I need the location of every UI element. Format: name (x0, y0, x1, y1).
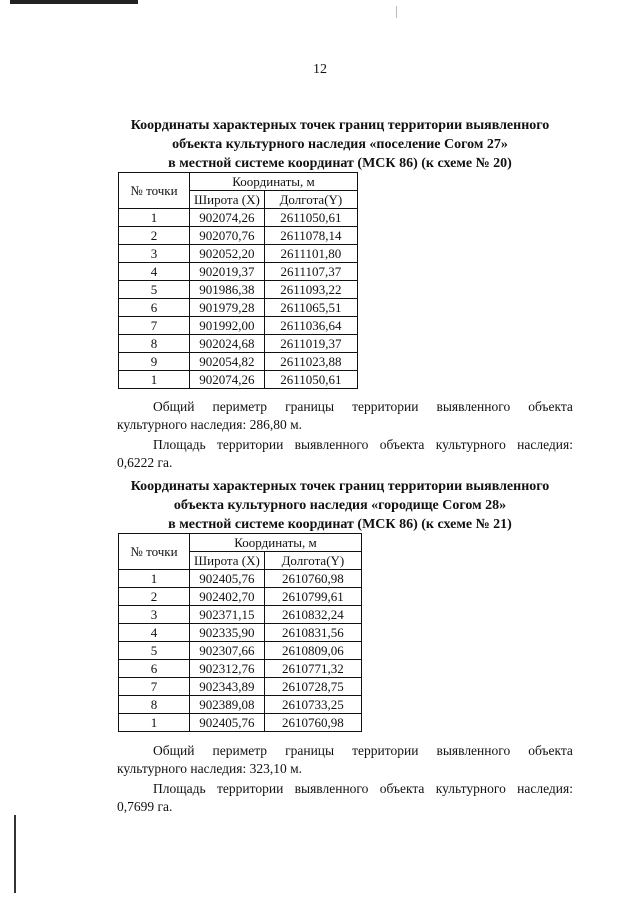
table-row (119, 642, 362, 660)
table-row (119, 714, 362, 732)
longitude-cell: 2611019,37 (264, 335, 357, 353)
longitude-cell: 2610831,56 (264, 624, 361, 642)
title-line: в местной системе координат (МСК 86) (к схеме № 20) (168, 156, 512, 171)
longitude-cell: 2611065,51 (264, 299, 357, 317)
point-number-cell: 1 (119, 371, 190, 389)
table-row (119, 570, 362, 588)
perimeter-paragraph-1 (117, 398, 573, 434)
header-point-number: № точки (119, 173, 190, 209)
table-2-body (119, 570, 362, 732)
latitude-cell: 902074,26 (190, 209, 265, 227)
point-number-cell: 4 (119, 263, 190, 281)
word: границы (285, 399, 335, 414)
word: объекта (379, 437, 425, 452)
point-number-cell: 1 (119, 714, 190, 732)
table-row (119, 263, 358, 281)
header-coordinates: Координаты, м (190, 534, 362, 552)
latitude-cell: 902024,68 (190, 335, 265, 353)
table-row (119, 606, 362, 624)
coordinates-table-1 (118, 172, 358, 389)
latitude-cell: 902054,82 (190, 353, 265, 371)
word: территории (352, 743, 419, 758)
latitude-cell: 902307,66 (190, 642, 265, 660)
word: наследия: (517, 437, 573, 452)
word: территории (352, 399, 419, 414)
word: периметр (212, 743, 268, 758)
latitude-cell: 902335,90 (190, 624, 265, 642)
header-point-number: № точки (119, 534, 190, 570)
word: территории (217, 781, 284, 796)
word: периметр (212, 399, 268, 414)
area-paragraph-1 (117, 436, 573, 472)
latitude-cell: 901986,38 (190, 281, 265, 299)
latitude-cell: 902389,08 (190, 696, 265, 714)
latitude-cell: 901979,28 (190, 299, 265, 317)
header-latitude: Широта (X) (190, 552, 265, 570)
area-continuation: 0,6222 га. (117, 455, 173, 470)
table-row (119, 299, 358, 317)
section-2-title (100, 477, 580, 534)
longitude-cell: 2610771,32 (264, 660, 361, 678)
word: Площадь (153, 781, 206, 796)
longitude-cell: 2610760,98 (264, 714, 361, 732)
longitude-cell: 2610728,75 (264, 678, 361, 696)
scan-mark (396, 6, 397, 18)
perimeter-continuation: культурного наследия: 286,80 м. (117, 417, 303, 432)
longitude-cell: 2611050,61 (264, 209, 357, 227)
word: границы (285, 743, 335, 758)
table-row (119, 624, 362, 642)
table-row (119, 696, 362, 714)
area-line (117, 436, 573, 454)
point-number-cell: 1 (119, 570, 190, 588)
title-line: объекта культурного наследия «поселение Согом 27» (172, 137, 508, 152)
word: наследия: (517, 781, 573, 796)
perimeter-continuation: культурного наследия: 323,10 м. (117, 761, 303, 776)
title-line: объекта культурного наследия «городище Согом 28» (173, 498, 507, 513)
point-number-cell: 5 (119, 642, 190, 660)
title-line: Координаты характерных точек границ территории выявленного (130, 479, 550, 494)
word: выявленного (294, 781, 369, 796)
latitude-cell: 902343,89 (190, 678, 265, 696)
word: объекта (528, 743, 573, 758)
latitude-cell: 902312,76 (190, 660, 265, 678)
header-coordinates: Координаты, м (190, 173, 358, 191)
point-number-cell: 8 (119, 696, 190, 714)
table-row (119, 588, 362, 606)
perimeter-line (117, 398, 573, 416)
word: Площадь (153, 437, 206, 452)
point-number-cell: 9 (119, 353, 190, 371)
point-number-cell: 5 (119, 281, 190, 299)
word: территории (217, 437, 284, 452)
point-number-cell: 8 (119, 335, 190, 353)
header-longitude: Долгота(Y) (264, 552, 361, 570)
page-number: 12 (313, 62, 327, 77)
latitude-cell: 902371,15 (190, 606, 265, 624)
perimeter-line (117, 742, 573, 760)
point-number-cell: 7 (119, 678, 190, 696)
longitude-cell: 2610799,61 (264, 588, 361, 606)
point-number-cell: 3 (119, 606, 190, 624)
table-1-body (119, 209, 358, 389)
header-longitude: Долгота(Y) (264, 191, 357, 209)
word: выявленного (436, 743, 511, 758)
table-row (119, 353, 358, 371)
point-number-cell: 1 (119, 209, 190, 227)
point-number-cell: 3 (119, 245, 190, 263)
table-row (119, 371, 358, 389)
word: выявленного (294, 437, 369, 452)
margin-mark (14, 815, 16, 893)
word: культурного (435, 781, 506, 796)
latitude-cell: 902052,20 (190, 245, 265, 263)
point-number-cell: 6 (119, 299, 190, 317)
word: Общий (153, 743, 195, 758)
title-line: в местной системе координат (МСК 86) (к схеме № 21) (168, 517, 512, 532)
latitude-cell: 902070,76 (190, 227, 265, 245)
header-latitude: Широта (X) (190, 191, 265, 209)
area-line (117, 780, 573, 798)
section-1-title (100, 116, 580, 173)
point-number-cell: 2 (119, 227, 190, 245)
top-rule (10, 0, 138, 4)
longitude-cell: 2611078,14 (264, 227, 357, 245)
latitude-cell: 902402,70 (190, 588, 265, 606)
latitude-cell: 902074,26 (190, 371, 265, 389)
table-row (119, 317, 358, 335)
longitude-cell: 2611036,64 (264, 317, 357, 335)
longitude-cell: 2611093,22 (264, 281, 357, 299)
point-number-cell: 2 (119, 588, 190, 606)
longitude-cell: 2611050,61 (264, 371, 357, 389)
table-row (119, 281, 358, 299)
word: объекта (379, 781, 425, 796)
longitude-cell: 2610832,24 (264, 606, 361, 624)
word: выявленного (436, 399, 511, 414)
point-number-cell: 7 (119, 317, 190, 335)
word: Общий (153, 399, 195, 414)
longitude-cell: 2611101,80 (264, 245, 357, 263)
area-continuation: 0,7699 га. (117, 799, 173, 814)
point-number-cell: 4 (119, 624, 190, 642)
latitude-cell: 901992,00 (190, 317, 265, 335)
latitude-cell: 902405,76 (190, 570, 265, 588)
latitude-cell: 902019,37 (190, 263, 265, 281)
coordinates-table-2 (118, 533, 362, 732)
longitude-cell: 2611107,37 (264, 263, 357, 281)
perimeter-paragraph-2 (117, 742, 573, 778)
table-row (119, 209, 358, 227)
longitude-cell: 2611023,88 (264, 353, 357, 371)
word: культурного (435, 437, 506, 452)
table-row (119, 245, 358, 263)
longitude-cell: 2610809,06 (264, 642, 361, 660)
point-number-cell: 6 (119, 660, 190, 678)
table-row (119, 227, 358, 245)
area-paragraph-2 (117, 780, 573, 816)
longitude-cell: 2610760,98 (264, 570, 361, 588)
table-row (119, 660, 362, 678)
word: объекта (528, 399, 573, 414)
title-line: Координаты характерных точек границ территории выявленного (130, 118, 550, 133)
longitude-cell: 2610733,25 (264, 696, 361, 714)
latitude-cell: 902405,76 (190, 714, 265, 732)
table-row (119, 678, 362, 696)
table-row (119, 335, 358, 353)
